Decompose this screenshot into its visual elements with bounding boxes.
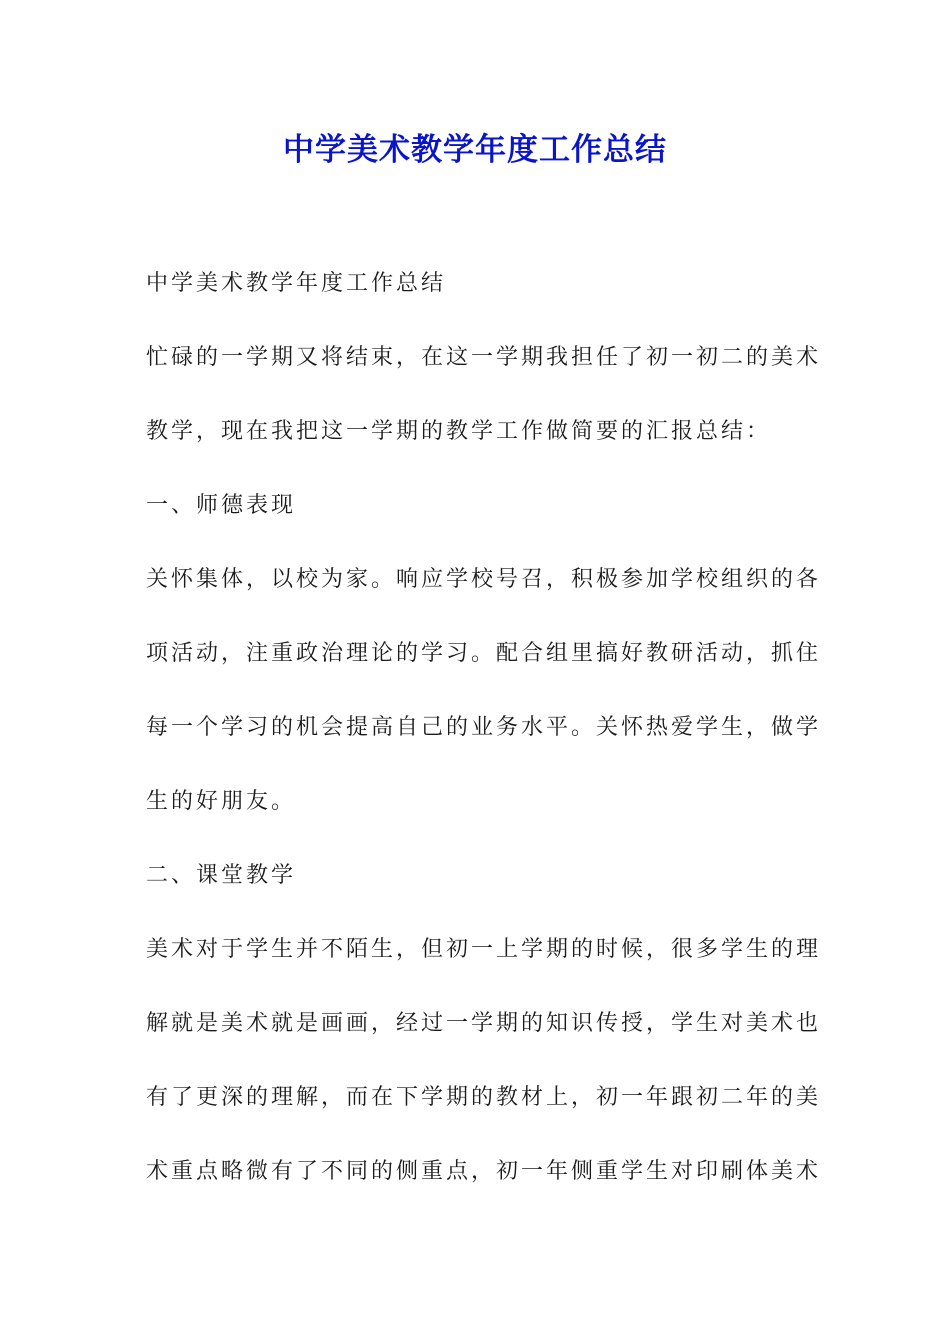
section-heading-ethics: 一、师德表现 [146,493,297,518]
body-line: 有了更深的理解，而在下学期的教材上，初一年跟初二年的美 [146,1085,822,1110]
section-heading-classroom: 二、课堂教学 [146,863,297,888]
body-line: 关怀集体，以校为家。响应学校号召，积极参加学校组织的各 [146,567,822,592]
body-line: 忙碌的一学期又将结束，在这一学期我担任了初一初二的美术 [146,345,822,370]
body-line: 美术对于学生并不陌生，但初一上学期的时候，很多学生的理 [146,937,822,962]
body-line: 解就是美术就是画画，经过一学期的知识传授，学生对美术也 [146,1011,822,1036]
document-title: 中学美术教学年度工作总结 [283,132,667,168]
body-line-subtitle: 中学美术教学年度工作总结 [146,271,447,296]
body-line: 术重点略微有了不同的侧重点，初一年侧重学生对印刷体美术 [146,1159,822,1184]
body-line: 生的好朋友。 [146,789,297,814]
document-body [146,262,822,1194]
body-line: 教学，现在我把这一学期的教学工作做简要的汇报总结： [146,419,772,444]
body-line: 项活动，注重政治理论的学习。配合组里搞好教研活动，抓住 [146,641,822,666]
body-line: 每一个学习的机会提高自己的业务水平。关怀热爱学生，做学 [146,715,822,740]
